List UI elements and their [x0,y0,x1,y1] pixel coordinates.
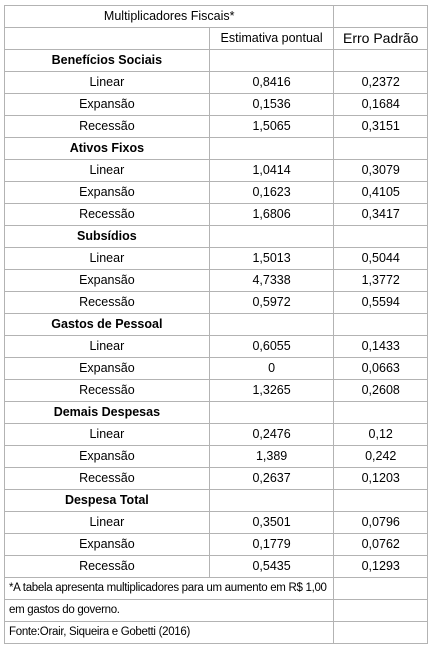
section-empty-cell [209,402,334,424]
multiplicadores-table [4,5,428,644]
table-row [5,468,428,490]
section-empty-cell [334,138,428,160]
section-empty-cell [334,490,428,512]
table-row [5,94,428,116]
section-name: Demais Despesas [5,402,210,424]
stderr-value: 0,3151 [334,116,428,138]
table-row [5,534,428,556]
header-row [5,28,428,50]
estimate-value: 0,1623 [209,182,334,204]
section-empty-cell [334,226,428,248]
estimate-value: 0,3501 [209,512,334,534]
title-empty-cell [334,6,428,28]
table-row [5,72,428,94]
footnote-line-2: em gastos do governo. [5,600,334,622]
row-label: Expansão [5,446,210,468]
table-row [5,248,428,270]
stderr-value: 0,1293 [334,556,428,578]
stderr-value: 0,2372 [334,72,428,94]
row-label: Expansão [5,358,210,380]
source-note: Fonte:Orair, Siqueira e Gobetti (2016) [5,622,334,644]
estimate-value: 1,5013 [209,248,334,270]
row-label: Recessão [5,468,210,490]
estimate-value: 1,389 [209,446,334,468]
row-label: Linear [5,512,210,534]
table-row [5,292,428,314]
section-row [5,50,428,72]
row-label: Linear [5,160,210,182]
row-label: Recessão [5,292,210,314]
section-row [5,490,428,512]
table-body [5,6,428,644]
estimate-value: 0,5972 [209,292,334,314]
section-empty-cell [334,50,428,72]
section-empty-cell [334,402,428,424]
estimate-value: 0,2637 [209,468,334,490]
header-estimate: Estimativa pontual [209,28,334,50]
row-label: Linear [5,424,210,446]
stderr-value: 0,0796 [334,512,428,534]
section-row [5,314,428,336]
section-empty-cell [209,50,334,72]
table-row [5,182,428,204]
estimate-value: 4,7338 [209,270,334,292]
section-empty-cell [209,226,334,248]
row-label: Expansão [5,94,210,116]
table-row [5,424,428,446]
section-name: Despesa Total [5,490,210,512]
table-row [5,446,428,468]
section-row [5,402,428,424]
row-label: Linear [5,72,210,94]
section-row [5,226,428,248]
section-name: Benefícios Sociais [5,50,210,72]
estimate-value: 1,3265 [209,380,334,402]
row-label: Linear [5,336,210,358]
estimate-value: 0,5435 [209,556,334,578]
row-label: Recessão [5,116,210,138]
row-label: Recessão [5,204,210,226]
estimate-value: 0,6055 [209,336,334,358]
table-row [5,270,428,292]
header-empty-cell [5,28,210,50]
section-empty-cell [334,314,428,336]
header-stderr: Erro Padrão [334,28,428,50]
section-name: Subsídios [5,226,210,248]
source-note-empty-cell [334,622,428,644]
stderr-value: 0,3417 [334,204,428,226]
estimate-value: 0,8416 [209,72,334,94]
estimate-value: 1,0414 [209,160,334,182]
table-row [5,116,428,138]
footnote-line-1-row [5,578,428,600]
stderr-value: 0,1684 [334,94,428,116]
stderr-value: 0,1433 [334,336,428,358]
row-label: Expansão [5,182,210,204]
table-title: Multiplicadores Fiscais* [5,6,334,28]
source-note-row [5,622,428,644]
estimate-value: 0,2476 [209,424,334,446]
estimate-value: 0,1779 [209,534,334,556]
stderr-value: 0,3079 [334,160,428,182]
table-row [5,556,428,578]
footnote-line-1-empty-cell [334,578,428,600]
footnote-line-2-row [5,600,428,622]
stderr-value: 0,5594 [334,292,428,314]
section-name: Ativos Fixos [5,138,210,160]
stderr-value: 0,1203 [334,468,428,490]
table-row [5,358,428,380]
table-row [5,336,428,358]
table-row [5,512,428,534]
table-row [5,204,428,226]
table-row [5,380,428,402]
row-label: Expansão [5,534,210,556]
stderr-value: 0,12 [334,424,428,446]
row-label: Expansão [5,270,210,292]
stderr-value: 0,5044 [334,248,428,270]
estimate-value: 1,5065 [209,116,334,138]
stderr-value: 0,2608 [334,380,428,402]
title-row [5,6,428,28]
table-row [5,160,428,182]
row-label: Linear [5,248,210,270]
section-row [5,138,428,160]
estimate-value: 0,1536 [209,94,334,116]
stderr-value: 0,242 [334,446,428,468]
stderr-value: 1,3772 [334,270,428,292]
section-empty-cell [209,138,334,160]
estimate-value: 1,6806 [209,204,334,226]
stderr-value: 0,4105 [334,182,428,204]
estimate-value: 0 [209,358,334,380]
section-empty-cell [209,490,334,512]
section-empty-cell [209,314,334,336]
footnote-line-2-empty-cell [334,600,428,622]
stderr-value: 0,0663 [334,358,428,380]
footnote-line-1: *A tabela apresenta multiplicadores para um aumento em R$ 1,00 [5,578,334,600]
row-label: Recessão [5,556,210,578]
stderr-value: 0,0762 [334,534,428,556]
row-label: Recessão [5,380,210,402]
section-name: Gastos de Pessoal [5,314,210,336]
